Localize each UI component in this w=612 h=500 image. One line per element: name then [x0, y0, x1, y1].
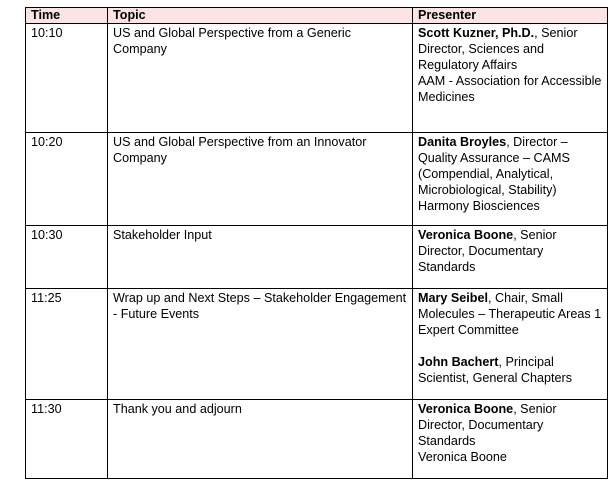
presenter-cell [413, 133, 608, 226]
topic-cell: Stakeholder Input [108, 226, 413, 289]
presenter-cell [413, 289, 608, 400]
agenda-row [26, 400, 608, 479]
presenter-name: Veronica Boone [418, 228, 514, 242]
presenter-cell [413, 226, 608, 289]
time-cell: 10:20 [26, 133, 108, 226]
agenda-table [25, 7, 608, 479]
presenter-cell [413, 24, 608, 133]
header-topic: Topic [108, 8, 413, 24]
presenter-entry [418, 25, 603, 73]
agenda-row [26, 289, 608, 400]
presenter-entry [418, 227, 603, 275]
presenter-entry [418, 354, 603, 386]
presenter-role: , Senior Director, Documentary Standards [418, 402, 557, 448]
presenter-org: Harmony Biosciences [418, 199, 540, 213]
presenter-entry [418, 401, 603, 449]
topic-cell: Wrap up and Next Steps – Stakeholder Engagement - Future Events [108, 289, 413, 400]
agenda-row [26, 226, 608, 289]
time-cell: 11:30 [26, 400, 108, 479]
agenda-row [26, 24, 608, 133]
time-cell: 10:30 [26, 226, 108, 289]
topic-cell: US and Global Perspective from a Generic Company [108, 24, 413, 133]
topic-cell: US and Global Perspective from an Innovator Company [108, 133, 413, 226]
time-cell: 10:10 [26, 24, 108, 133]
presenter-name: Scott Kuzner, Ph.D. [418, 26, 535, 40]
header-presenter: Presenter [413, 8, 608, 24]
agenda-row [26, 133, 608, 226]
time-cell: 11:25 [26, 289, 108, 400]
presenter-name: Mary Seibel [418, 291, 488, 305]
presenter-role: , Senior Director, Sciences and Regulatory Affairs [418, 26, 578, 72]
presenter-role: , Principal Scientist, General Chapters [418, 355, 572, 385]
presenter-role: , Director – Quality Assurance – CAMS (Compendial, Analytical, Microbiological, Stability) [418, 135, 570, 197]
presenter-role: , Senior Director, Documentary Standards [418, 228, 557, 274]
presenter-name: Danita Broyles [418, 135, 507, 149]
presenter-entry [418, 290, 603, 338]
header-time: Time [26, 8, 108, 24]
header-row [26, 8, 608, 24]
presenter-entry [418, 134, 603, 198]
agenda-body [26, 24, 608, 479]
topic-cell: Thank you and adjourn [108, 400, 413, 479]
presenter-org: Veronica Boone [418, 450, 507, 464]
presenter-org: AAM - Association for Accessible Medicines [418, 74, 602, 104]
presenter-cell [413, 400, 608, 479]
presenter-name: Veronica Boone [418, 402, 514, 416]
presenter-role: , Chair, Small Molecules – Therapeutic Areas 1 Expert Committee [418, 291, 602, 337]
presenter-name: John Bachert [418, 355, 499, 369]
